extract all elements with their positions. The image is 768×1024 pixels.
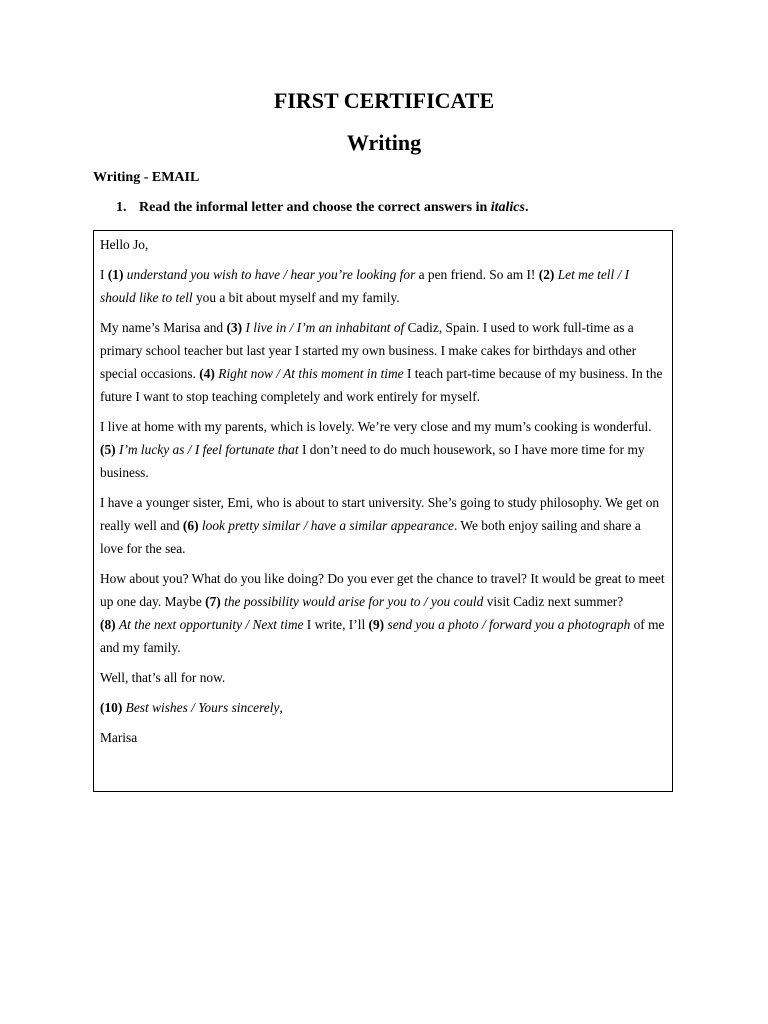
letter-text: you a bit about myself and my family.	[192, 290, 400, 305]
letter-paragraph-p7	[100, 613, 666, 659]
question-number: (5)	[100, 442, 116, 457]
letter-signature: Marisa	[100, 730, 138, 745]
instruction-text: Read the informal letter and choose the correct answers in	[139, 200, 488, 215]
letter-text: Well, that’s all for now.	[100, 670, 226, 685]
letter-body	[100, 263, 666, 719]
question-number: (4)	[199, 366, 215, 381]
letter-box	[93, 230, 673, 792]
question-number: (3)	[226, 320, 243, 335]
letter-text: I teach part-time because of my business. In the future I want to stop teaching completely and work entirely for myself.	[100, 366, 663, 404]
answer-options: At the next opportunity / Next time	[118, 617, 304, 632]
answer-options: send you a photo / forward you a photograph	[387, 617, 631, 632]
question-number: (9)	[368, 617, 385, 632]
letter-paragraph-p8	[100, 666, 666, 689]
letter-text: I have a younger sister, Emi, who is about to start university. She’s going to study philosophy. We get on really well and	[100, 495, 660, 533]
answer-options: I live in / I’m an inhabitant of	[245, 320, 405, 335]
letter-text: I live at home with my parents, which is lovely. We’re very close and my mum’s cooking is wonderful.	[100, 419, 652, 434]
letter-paragraph-p4	[100, 438, 666, 484]
answer-options: Best wishes / Yours sincerely	[125, 700, 280, 715]
letter-greeting: Hello Jo,	[100, 237, 149, 252]
question-number: (7)	[205, 594, 221, 609]
letter-text: I write, I’ll	[303, 617, 369, 632]
letter-text: I don’t need to do much housework, so I have more time for my business.	[100, 442, 645, 480]
answer-options: understand you wish to have / hear you’re looking for	[126, 267, 416, 282]
document-subtitle: Writing	[346, 130, 422, 155]
letter-text: How about you? What do you like doing? Do you ever get the chance to travel? It would be great to meet up one day. Maybe	[100, 571, 665, 609]
letter-paragraph-p5	[100, 491, 666, 560]
question-number: (6)	[182, 518, 199, 533]
section-heading: Writing - EMAIL	[93, 170, 200, 185]
answer-options: I’m lucky as / I feel fortunate that	[118, 442, 299, 457]
letter-text: Cadiz, Spain. I used to work full-time as a primary school teacher but last year I started my own business. I make cakes for birthdays and other special occasions.	[100, 320, 637, 381]
letter-paragraph-p6	[100, 567, 666, 613]
instruction-italic-word: italics	[490, 200, 525, 215]
letter-paragraph-p2	[100, 316, 666, 408]
answer-options: Right now / At this moment in time	[218, 366, 404, 381]
letter-text: visit Cadiz next summer?	[483, 594, 624, 609]
letter-text: of me and my family.	[100, 617, 665, 655]
answer-options: look pretty similar / have a similar appearance	[201, 518, 454, 533]
instruction-number: 1.	[116, 200, 127, 215]
letter-text: a pen friend. So am I!	[415, 267, 539, 282]
instruction	[116, 200, 528, 216]
letter-text: ,	[279, 700, 283, 715]
answer-options: Let me tell / I should like to tell	[100, 267, 630, 305]
letter-paragraph-p9	[100, 696, 666, 719]
letter-paragraph-p1	[100, 263, 666, 309]
letter-paragraph-p3	[100, 415, 666, 438]
instruction-end: .	[524, 200, 529, 215]
letter-text: My name’s Marisa and	[100, 320, 227, 335]
letter-text: . We both enjoy sailing and share a love for the sea.	[100, 518, 641, 556]
answer-options: the possibility would arise for you to / you could	[224, 594, 484, 609]
question-number: (2)	[538, 267, 555, 282]
question-number: (10)	[100, 700, 123, 715]
question-number: (8)	[100, 617, 116, 632]
letter-text: I	[100, 267, 108, 282]
question-number: (1)	[107, 267, 124, 282]
document-title: FIRST CERTIFICATE	[273, 88, 495, 113]
